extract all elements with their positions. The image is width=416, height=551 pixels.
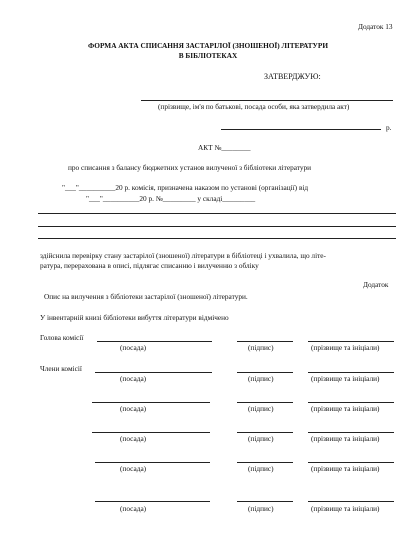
chair-label: Голова комісії bbox=[40, 333, 84, 342]
member4-sign-caption: (підпис) bbox=[248, 464, 274, 473]
commission-line: "___"__________20 р. комісія, призначена наказом по установі (організації) від bbox=[62, 183, 309, 192]
member1-position-line bbox=[95, 372, 212, 373]
member3-name-line bbox=[308, 432, 394, 433]
chair-position-line bbox=[97, 341, 212, 342]
commission-blank-line-2 bbox=[38, 226, 396, 227]
appendix-number: Додаток 13 bbox=[358, 22, 393, 31]
chair-sign-line bbox=[237, 341, 293, 342]
member2-position-caption: (посада) bbox=[120, 404, 147, 413]
member4-position-caption: (посада) bbox=[120, 464, 147, 473]
approver-signature-line bbox=[141, 100, 393, 101]
member2-name-line bbox=[308, 402, 394, 403]
member5-sign-caption: (підпис) bbox=[248, 504, 274, 513]
member3-name-caption: (прізвище та ініціали) bbox=[311, 434, 380, 443]
approver-caption: (прізвище, ім'я по батькові, посада особи, яка затвердила акт) bbox=[158, 102, 350, 111]
member1-name-caption: (прізвище та ініціали) bbox=[311, 374, 380, 383]
commission-blank-line-3 bbox=[38, 238, 396, 239]
act-number: АКТ №________ bbox=[198, 143, 251, 152]
body-line-2: ратура, перерахована в описі, підлягає списанню і вилученню з обліку bbox=[40, 261, 259, 270]
form-title-line1: ФОРМА АКТА СПИСАННЯ ЗАСТАРІЛОЇ (ЗНОШЕНОЇ) ЛІТЕРАТУРИ bbox=[87, 41, 329, 50]
inventory-notice: У інвентарній книзі бібліотеки вибуття літератури відмічено bbox=[40, 313, 229, 322]
commission-blank-line-1 bbox=[38, 213, 396, 214]
member4-position-line bbox=[95, 462, 210, 463]
member5-name-caption: (прізвище та ініціали) bbox=[311, 504, 380, 513]
chair-name-line bbox=[308, 341, 394, 342]
member5-position-caption: (посада) bbox=[120, 504, 147, 513]
inventory-text: Опис на вилучення з бібліотеки застарілої (зношеної) літератури. bbox=[44, 292, 248, 301]
member4-name-caption: (прізвище та ініціали) bbox=[311, 464, 380, 473]
chair-position-caption: (посада) bbox=[120, 343, 147, 352]
member1-sign-caption: (підпис) bbox=[248, 374, 274, 383]
member3-position-caption: (посада) bbox=[120, 434, 147, 443]
approval-date-line bbox=[221, 129, 381, 130]
body-line-1: здійснила перевірку стану застарілої (зношеної) літератури в бібліотеці і ухвалила, що літе- bbox=[40, 251, 326, 260]
form-title-line2: В БІБЛІОТЕКАХ bbox=[178, 51, 238, 60]
order-date-line: "___"__________20 р. №_________ у складі_________ bbox=[86, 194, 256, 203]
member5-position-line bbox=[95, 501, 210, 502]
act-about: про списання з балансу бюджетних установ вилученої з бібліотеки літератури bbox=[68, 163, 312, 172]
member4-sign-line bbox=[237, 462, 293, 463]
member4-name-line bbox=[308, 462, 394, 463]
member1-name-line bbox=[308, 372, 394, 373]
member2-name-caption: (прізвище та ініціали) bbox=[311, 404, 380, 413]
member5-name-line bbox=[308, 501, 394, 502]
member2-sign-line bbox=[237, 402, 293, 403]
member3-sign-caption: (підпис) bbox=[248, 434, 274, 443]
chair-name-caption: (прізвище та ініціали) bbox=[311, 343, 380, 352]
chair-sign-caption: (підпис) bbox=[248, 343, 274, 352]
member3-sign-line bbox=[237, 432, 293, 433]
member3-position-line bbox=[92, 432, 210, 433]
year-suffix: р. bbox=[386, 123, 392, 132]
member1-sign-line bbox=[237, 372, 293, 373]
approve-label: ЗАТВЕРДЖУЮ: bbox=[264, 72, 321, 81]
member1-position-caption: (посада) bbox=[120, 374, 147, 383]
members-label: Члени комісії bbox=[40, 364, 82, 373]
member2-position-line bbox=[92, 402, 210, 403]
appendix-label: Додаток bbox=[363, 280, 389, 289]
member5-sign-line bbox=[237, 501, 293, 502]
member2-sign-caption: (підпис) bbox=[248, 404, 274, 413]
